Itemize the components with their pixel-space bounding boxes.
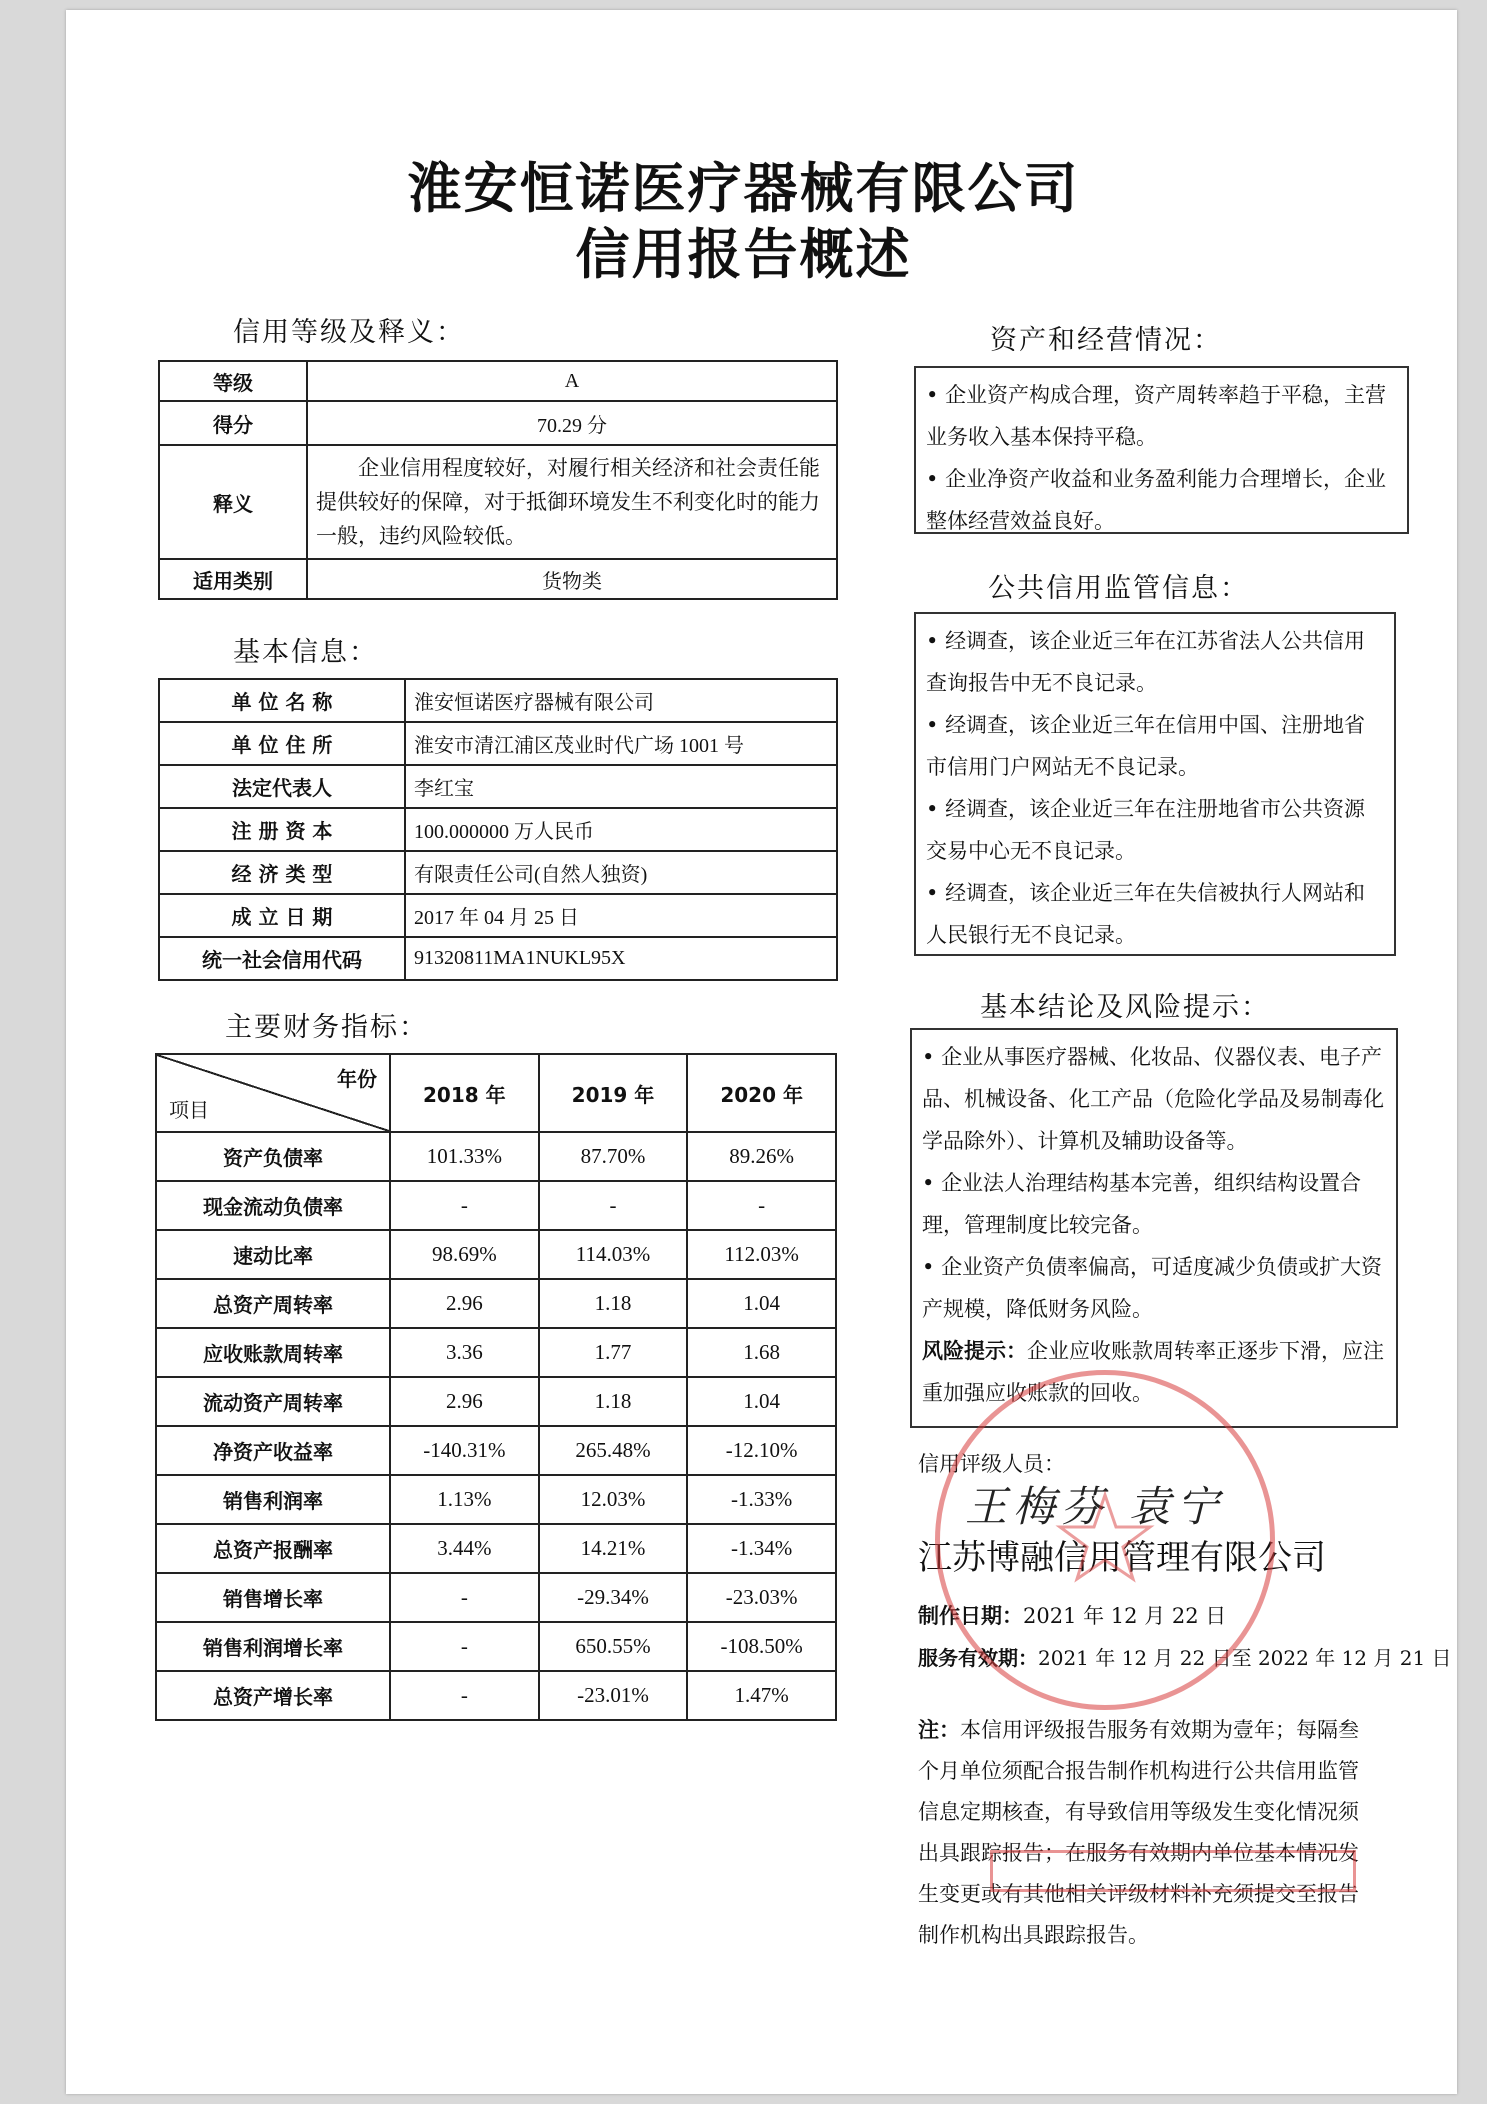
finance-item-label: 应收账款周转率	[156, 1328, 390, 1377]
finance-value-cell: 101.33%	[390, 1132, 539, 1181]
finance-row	[156, 1328, 836, 1377]
finance-value-cell: 3.36	[390, 1328, 539, 1377]
finance-value-cell: -	[390, 1622, 539, 1671]
finance-item-label: 现金流动负债率	[156, 1181, 390, 1230]
table-row	[159, 894, 837, 937]
raters-label: 信用评级人员：	[918, 1452, 1065, 1476]
finance-row	[156, 1475, 836, 1524]
table-row	[159, 361, 837, 401]
finance-item-label: 总资产报酬率	[156, 1524, 390, 1573]
rating-table	[158, 360, 838, 600]
table-row	[159, 445, 837, 559]
finance-value-cell: 87.70%	[539, 1132, 688, 1181]
note-label: 注：	[918, 1718, 960, 1742]
public-credit-item: • 经调查，该企业近三年在注册地省市公共资源交易中心无不良记录。	[926, 788, 1386, 872]
assets-heading: 资产和经营情况：	[990, 325, 1222, 356]
report-title: 信用报告概述	[575, 222, 912, 286]
finance-value-cell: 12.03%	[539, 1475, 688, 1524]
finance-value-cell: 114.03%	[539, 1230, 688, 1279]
finance-value-cell: 1.18	[539, 1279, 688, 1328]
finance-value-cell: 1.18	[539, 1377, 688, 1426]
year-2018-header: 2018 年	[390, 1054, 539, 1132]
finance-value-cell: -	[539, 1181, 688, 1230]
finance-item-label: 销售利润率	[156, 1475, 390, 1524]
public-credit-item: • 经调查，该企业近三年在江苏省法人公共信用查询报告中无不良记录。	[926, 620, 1386, 704]
finance-row	[156, 1181, 836, 1230]
risk-label: 风险提示：	[922, 1339, 1027, 1363]
finance-item-label: 总资产增长率	[156, 1671, 390, 1720]
production-date-value: 2021 年 12 月 22 日	[1023, 1604, 1227, 1628]
finance-value-cell: 1.77	[539, 1328, 688, 1377]
definition-text: 企业信用程度较好，对履行相关经济和社会责任能提供较好的保障，对于抵御环境发生不利变化时的能力一般，违约风险较低。	[307, 445, 837, 559]
table-row	[159, 722, 837, 765]
service-stamp	[990, 1850, 1356, 1892]
score-value: 70.29 分	[307, 401, 837, 445]
corner-item-label: 项目	[169, 1098, 209, 1122]
info-label: 经 济 类 型	[159, 851, 405, 894]
category-value: 货物类	[307, 559, 837, 599]
finance-heading: 主要财务指标：	[225, 1012, 428, 1043]
finance-value-cell: -140.31%	[390, 1426, 539, 1475]
info-value: 李红宝	[405, 765, 837, 808]
note-block	[918, 1710, 1370, 1956]
definition-label: 释义	[159, 445, 307, 559]
finance-value-cell: -1.34%	[687, 1524, 836, 1573]
validity-value: 2021 年 12 月 22 日至 2022 年 12 月 21 日	[1038, 1646, 1452, 1670]
finance-row	[156, 1622, 836, 1671]
corner-cell	[156, 1054, 390, 1132]
finance-header-row	[156, 1054, 836, 1132]
finance-item-label: 销售增长率	[156, 1573, 390, 1622]
finance-value-cell: -	[390, 1573, 539, 1622]
info-value: 100.000000 万人民币	[405, 808, 837, 851]
finance-value-cell: -23.01%	[539, 1671, 688, 1720]
rating-company: 江苏博融信用管理有限公司	[918, 1538, 1326, 1578]
finance-item-label: 流动资产周转率	[156, 1377, 390, 1426]
finance-value-cell: 1.47%	[687, 1671, 836, 1720]
info-value: 有限责任公司(自然人独资)	[405, 851, 837, 894]
table-row	[159, 851, 837, 894]
info-label: 单 位 名 称	[159, 679, 405, 722]
table-row	[159, 765, 837, 808]
table-row	[159, 679, 837, 722]
finance-value-cell: 1.04	[687, 1377, 836, 1426]
finance-value-cell: -12.10%	[687, 1426, 836, 1475]
finance-row	[156, 1426, 836, 1475]
company-title: 淮安恒诺医疗器械有限公司	[407, 156, 1080, 220]
finance-row	[156, 1573, 836, 1622]
seal-star-icon	[940, 1375, 1270, 1705]
finance-row	[156, 1279, 836, 1328]
finance-value-cell: 1.04	[687, 1279, 836, 1328]
finance-value-cell: -108.50%	[687, 1622, 836, 1671]
info-label: 法定代表人	[159, 765, 405, 808]
rating-value: A	[307, 361, 837, 401]
score-label: 得分	[159, 401, 307, 445]
finance-row	[156, 1671, 836, 1720]
year-2020-header: 2020 年	[687, 1054, 836, 1132]
public-credit-heading: 公共信用监管信息：	[988, 573, 1249, 604]
public-credit-item: • 经调查，该企业近三年在信用中国、注册地省市信用门户网站无不良记录。	[926, 704, 1386, 788]
finance-value-cell: 650.55%	[539, 1622, 688, 1671]
info-label: 成 立 日 期	[159, 894, 405, 937]
conclusion-item: • 企业资产负债率偏高，可适度减少负债或扩大资产规模，降低财务风险。	[922, 1246, 1388, 1330]
info-value: 91320811MA1NUKL95X	[405, 937, 837, 980]
assets-box	[914, 366, 1409, 534]
basic-info-heading: 基本信息：	[233, 637, 378, 668]
finance-value-cell: -23.03%	[687, 1573, 836, 1622]
assets-item: • 企业净资产收益和业务盈利能力合理增长，企业整体经营效益良好。	[926, 458, 1399, 542]
finance-item-label: 净资产收益率	[156, 1426, 390, 1475]
finance-item-label: 速动比率	[156, 1230, 390, 1279]
info-label: 统一社会信用代码	[159, 937, 405, 980]
validity-label: 服务有效期：	[918, 1646, 1038, 1670]
basic-info-table	[158, 678, 838, 981]
finance-value-cell: -1.33%	[687, 1475, 836, 1524]
table-row	[159, 808, 837, 851]
note-text: 本信用评级报告服务有效期为壹年；每隔叁个月单位须配合报告制作机构进行公共信用监管信息定期核查，有导致信用等级发生变化情况须出具跟踪报告；在服务有效期内单位基本情况发生变更或有其他相关评级材料补充须提交至报告制作机构出具跟踪报告。	[918, 1718, 1359, 1947]
finance-value-cell: 1.68	[687, 1328, 836, 1377]
finance-value-cell: 2.96	[390, 1377, 539, 1426]
finance-item-label: 销售利润增长率	[156, 1622, 390, 1671]
finance-value-cell: 265.48%	[539, 1426, 688, 1475]
finance-value-cell: -	[390, 1181, 539, 1230]
public-credit-box	[914, 612, 1396, 956]
rating-label: 等级	[159, 361, 307, 401]
rating-heading: 信用等级及释义：	[233, 317, 465, 348]
finance-row	[156, 1132, 836, 1181]
conclusion-box	[910, 1028, 1398, 1428]
finance-value-cell: -	[390, 1671, 539, 1720]
finance-table	[155, 1053, 837, 1721]
info-value: 淮安恒诺医疗器械有限公司	[405, 679, 837, 722]
finance-item-label: 总资产周转率	[156, 1279, 390, 1328]
corner-year-label: 年份	[337, 1067, 377, 1091]
category-label: 适用类别	[159, 559, 307, 599]
table-row	[159, 937, 837, 980]
info-value: 淮安市清江浦区茂业时代广场 1001 号	[405, 722, 837, 765]
conclusion-heading: 基本结论及风险提示：	[980, 992, 1270, 1023]
finance-value-cell: 89.26%	[687, 1132, 836, 1181]
info-label: 注 册 资 本	[159, 808, 405, 851]
finance-item-label: 资产负债率	[156, 1132, 390, 1181]
conclusion-item: • 企业从事医疗器械、化妆品、仪器仪表、电子产品、机械设备、化工产品（危险化学品及易制毒化学品除外）、计算机及辅助设备等。	[922, 1036, 1388, 1162]
company-seal	[935, 1370, 1275, 1710]
production-date-label: 制作日期：	[918, 1604, 1023, 1628]
finance-value-cell: -	[687, 1181, 836, 1230]
info-label: 单 位 住 所	[159, 722, 405, 765]
finance-value-cell: 1.13%	[390, 1475, 539, 1524]
finance-value-cell: -29.34%	[539, 1573, 688, 1622]
finance-row	[156, 1524, 836, 1573]
finance-row	[156, 1377, 836, 1426]
assets-item: • 企业资产构成合理，资产周转率趋于平稳，主营业务收入基本保持平稳。	[926, 374, 1399, 458]
table-row	[159, 559, 837, 599]
rater-signature: 王梅芬 袁宁	[965, 1482, 1225, 1531]
info-value: 2017 年 04 月 25 日	[405, 894, 837, 937]
finance-value-cell: 112.03%	[687, 1230, 836, 1279]
finance-value-cell: 2.96	[390, 1279, 539, 1328]
finance-value-cell: 98.69%	[390, 1230, 539, 1279]
risk-text: 企业应收账款周转率正逐步下滑，应注重加强应收账款的回收。	[922, 1339, 1384, 1405]
finance-body	[156, 1132, 836, 1720]
finance-row	[156, 1230, 836, 1279]
finance-value-cell: 3.44%	[390, 1524, 539, 1573]
year-2019-header: 2019 年	[539, 1054, 688, 1132]
finance-value-cell: 14.21%	[539, 1524, 688, 1573]
public-credit-item: • 经调查，该企业近三年在失信被执行人网站和人民银行无不良记录。	[926, 872, 1386, 956]
table-row	[159, 401, 837, 445]
conclusion-item: • 企业法人治理结构基本完善，组织结构设置合理，管理制度比较完备。	[922, 1162, 1388, 1246]
